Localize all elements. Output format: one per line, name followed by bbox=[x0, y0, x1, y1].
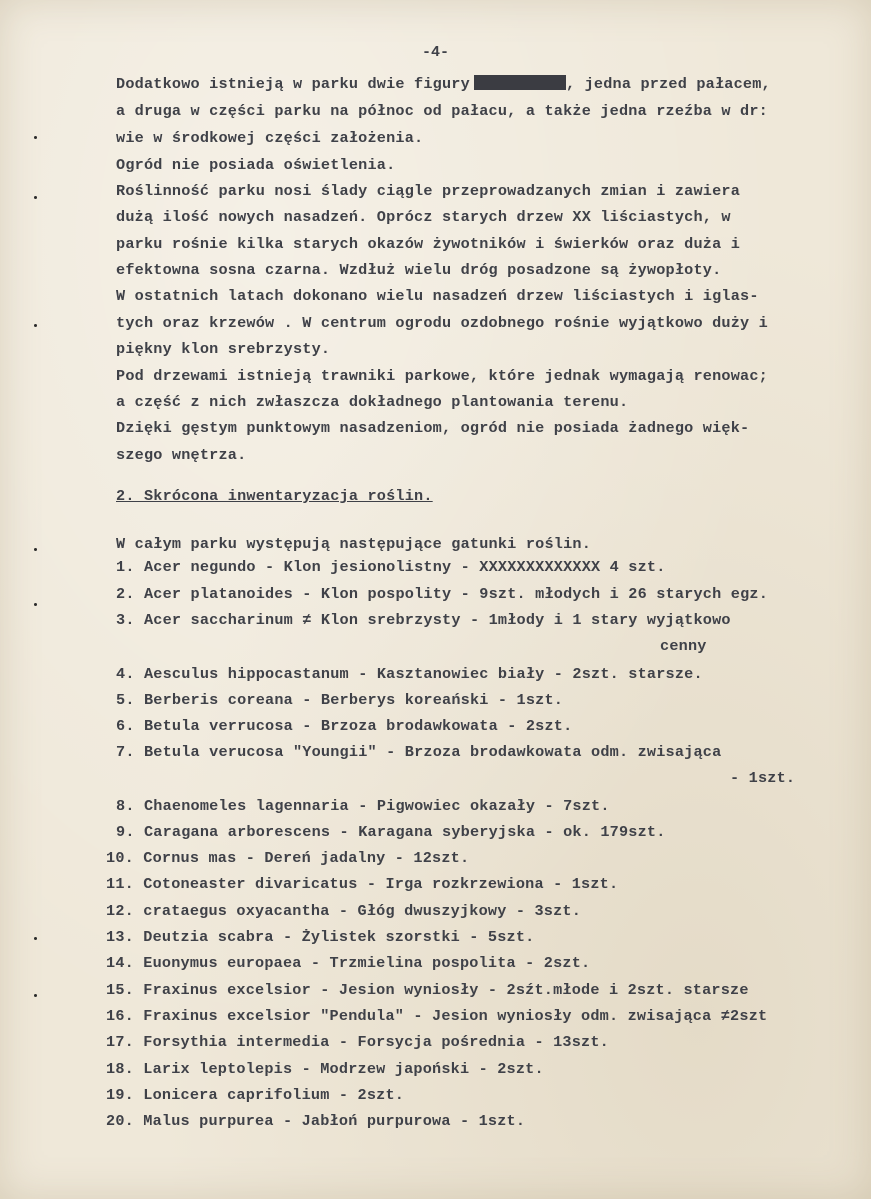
margin-dot bbox=[34, 324, 37, 327]
species-item bbox=[116, 691, 563, 709]
paragraph-line-8: efektowna sosna czarna. Wzdłuż wielu dróg posadzone są żywopłoty. bbox=[116, 261, 722, 279]
paragraph-line-12: Pod drzewami istnieją trawniki parkowe, które jednak wymagają renowac; bbox=[116, 367, 768, 385]
species-item bbox=[106, 1086, 404, 1104]
paragraph-line-11: piękny klon srebrzysty. bbox=[116, 340, 331, 358]
paragraph-line-6: dużą ilość nowych nasadzeń. Oprócz starych drzew XX liściastych, w bbox=[116, 208, 731, 226]
margin-dot bbox=[34, 937, 37, 940]
species-number: 18. bbox=[106, 1060, 134, 1078]
species-item bbox=[106, 928, 534, 946]
species-item bbox=[106, 1007, 767, 1025]
paragraph-line-10: tych oraz krzewów . W centrum ogrodu ozdobnego rośnie wyjątkowo duży i bbox=[116, 314, 768, 332]
species-item bbox=[116, 797, 610, 815]
paragraph-text: Dodatkowo istnieją w parku dwie figury bbox=[116, 75, 470, 93]
species-text: Larix leptolepis - Modrzew japoński - 2szt. bbox=[143, 1060, 544, 1078]
species-continuation: - 1szt. bbox=[730, 769, 796, 787]
paragraph-text: , jedna przed pałacem, bbox=[565, 75, 771, 93]
species-text: Aesculus hippocastanum - Kasztanowiec biały - 2szt. starsze. bbox=[143, 665, 703, 683]
species-item bbox=[106, 902, 581, 920]
species-text: Forsythia intermedia - Forsycja pośrednia - 13szt. bbox=[143, 1033, 609, 1051]
species-item bbox=[106, 1112, 525, 1130]
paragraph-line-3: wie w środkowej części założenia. bbox=[116, 129, 424, 147]
paragraph-line-14: Dzięki gęstym punktowym nasadzeniom, ogród nie posiada żadnego więk- bbox=[116, 419, 750, 437]
paragraph-line-2: a druga w części parku na północ od pałacu, a także jedna rzeźba w dr: bbox=[116, 102, 768, 120]
species-text: Fraxinus excelsior - Jesion wyniosły - 2sźt.młode i 2szt. starsze bbox=[143, 981, 749, 999]
margin-dot bbox=[34, 603, 37, 606]
section-heading: 2. Skrócona inwentaryzacja roślin. bbox=[116, 487, 433, 505]
species-text: Berberis coreana - Berberys koreański - 1szt. bbox=[143, 691, 564, 709]
species-item bbox=[106, 875, 618, 893]
paragraph-line-7: parku rośnie kilka starych okazów żywotników i świerków oraz duża i bbox=[116, 235, 741, 253]
species-text: Lonicera caprifolium - 2szt. bbox=[143, 1086, 405, 1104]
species-number: 9. bbox=[116, 823, 135, 841]
species-number: 2. bbox=[116, 585, 135, 603]
species-text: Betula verrucosa - Brzoza brodawkowata - 2szt. bbox=[143, 717, 573, 735]
margin-dot bbox=[34, 994, 37, 997]
species-item bbox=[116, 665, 703, 683]
paragraph-line-1 bbox=[116, 75, 771, 93]
species-number: 3. bbox=[116, 611, 135, 629]
species-number: 13. bbox=[106, 928, 134, 946]
species-item bbox=[116, 611, 731, 629]
species-number: 14. bbox=[106, 954, 134, 972]
species-number: 15. bbox=[106, 981, 134, 999]
species-text: Acer saccharinum ≠ Klon srebrzysty - 1młody i 1 stary wyjątkowo bbox=[143, 611, 731, 629]
species-item bbox=[116, 823, 666, 841]
species-number: 4. bbox=[116, 665, 135, 683]
species-item bbox=[106, 1033, 609, 1051]
paragraph-line-13: a część z nich zwłaszcza dokładnego plantowania terenu. bbox=[116, 393, 629, 411]
species-text: Euonymus europaea - Trzmielina pospolita - 2szt. bbox=[143, 954, 591, 972]
species-item bbox=[106, 981, 749, 999]
species-number: 12. bbox=[106, 902, 134, 920]
paragraph-line-5: Roślinność parku nosi ślady ciągle przeprowadzanych zmian i zawiera bbox=[116, 182, 741, 200]
species-number: 8. bbox=[116, 797, 135, 815]
species-text: Cornus mas - Dereń jadalny - 12szt. bbox=[143, 849, 470, 867]
margin-dot bbox=[34, 136, 37, 139]
species-number: 1. bbox=[116, 558, 135, 576]
species-text: Chaenomeles lagennaria - Pigwowiec okazały - 7szt. bbox=[143, 797, 610, 815]
species-text: Acer negundo - Klon jesionolistny - XXXXXXXXXXXXX 4 szt. bbox=[143, 558, 666, 576]
species-text: Deutzia scabra - Żylistek szorstki - 5szt. bbox=[143, 928, 535, 946]
species-number: 11. bbox=[106, 875, 134, 893]
margin-dot bbox=[34, 548, 37, 551]
species-item bbox=[116, 585, 768, 603]
redaction-mark bbox=[474, 75, 566, 90]
paragraph-line-4: Ogród nie posiada oświetlenia. bbox=[116, 156, 396, 174]
species-continuation: cenny bbox=[660, 637, 707, 655]
species-number: 16. bbox=[106, 1007, 134, 1025]
species-text: Betula verucosa "Youngii" - Brzoza brodawkowata odm. zwisająca bbox=[143, 743, 722, 761]
species-item bbox=[106, 849, 469, 867]
species-item bbox=[106, 1060, 544, 1078]
species-number: 19. bbox=[106, 1086, 134, 1104]
species-text: Cotoneaster divaricatus - Irga rozkrzewiona - 1szt. bbox=[143, 875, 619, 893]
paragraph-line-9: W ostatnich latach dokonano wielu nasadzeń drzew liściastych i iglas- bbox=[116, 287, 759, 305]
paragraph-line-15: szego wnętrza. bbox=[116, 446, 247, 464]
species-text: crataegus oxyacantha - Głóg dwuszyjkowy - 3szt. bbox=[143, 902, 582, 920]
species-number: 7. bbox=[116, 743, 135, 761]
species-number: 5. bbox=[116, 691, 135, 709]
species-number: 17. bbox=[106, 1033, 134, 1051]
species-text: Malus purpurea - Jabłoń purpurowa - 1szt. bbox=[143, 1112, 526, 1130]
page-number: -4- bbox=[421, 44, 449, 61]
species-item bbox=[116, 558, 666, 576]
species-item bbox=[116, 717, 572, 735]
species-number: 6. bbox=[116, 717, 135, 735]
section-intro: W całym parku występują następujące gatunki roślin. bbox=[116, 535, 592, 553]
species-item bbox=[116, 743, 721, 761]
margin-dot bbox=[34, 196, 37, 199]
species-text: Fraxinus excelsior "Pendula" - Jesion wyniosły odm. zwisająca ≠2szt bbox=[143, 1007, 768, 1025]
species-item bbox=[106, 954, 590, 972]
species-text: Acer platanoides - Klon pospolity - 9szt. młodych i 26 starych egz. bbox=[143, 585, 769, 603]
species-number: 20. bbox=[106, 1112, 134, 1130]
species-text: Caragana arborescens - Karagana syberyjska - ok. 179szt. bbox=[143, 823, 666, 841]
species-number: 10. bbox=[106, 849, 134, 867]
